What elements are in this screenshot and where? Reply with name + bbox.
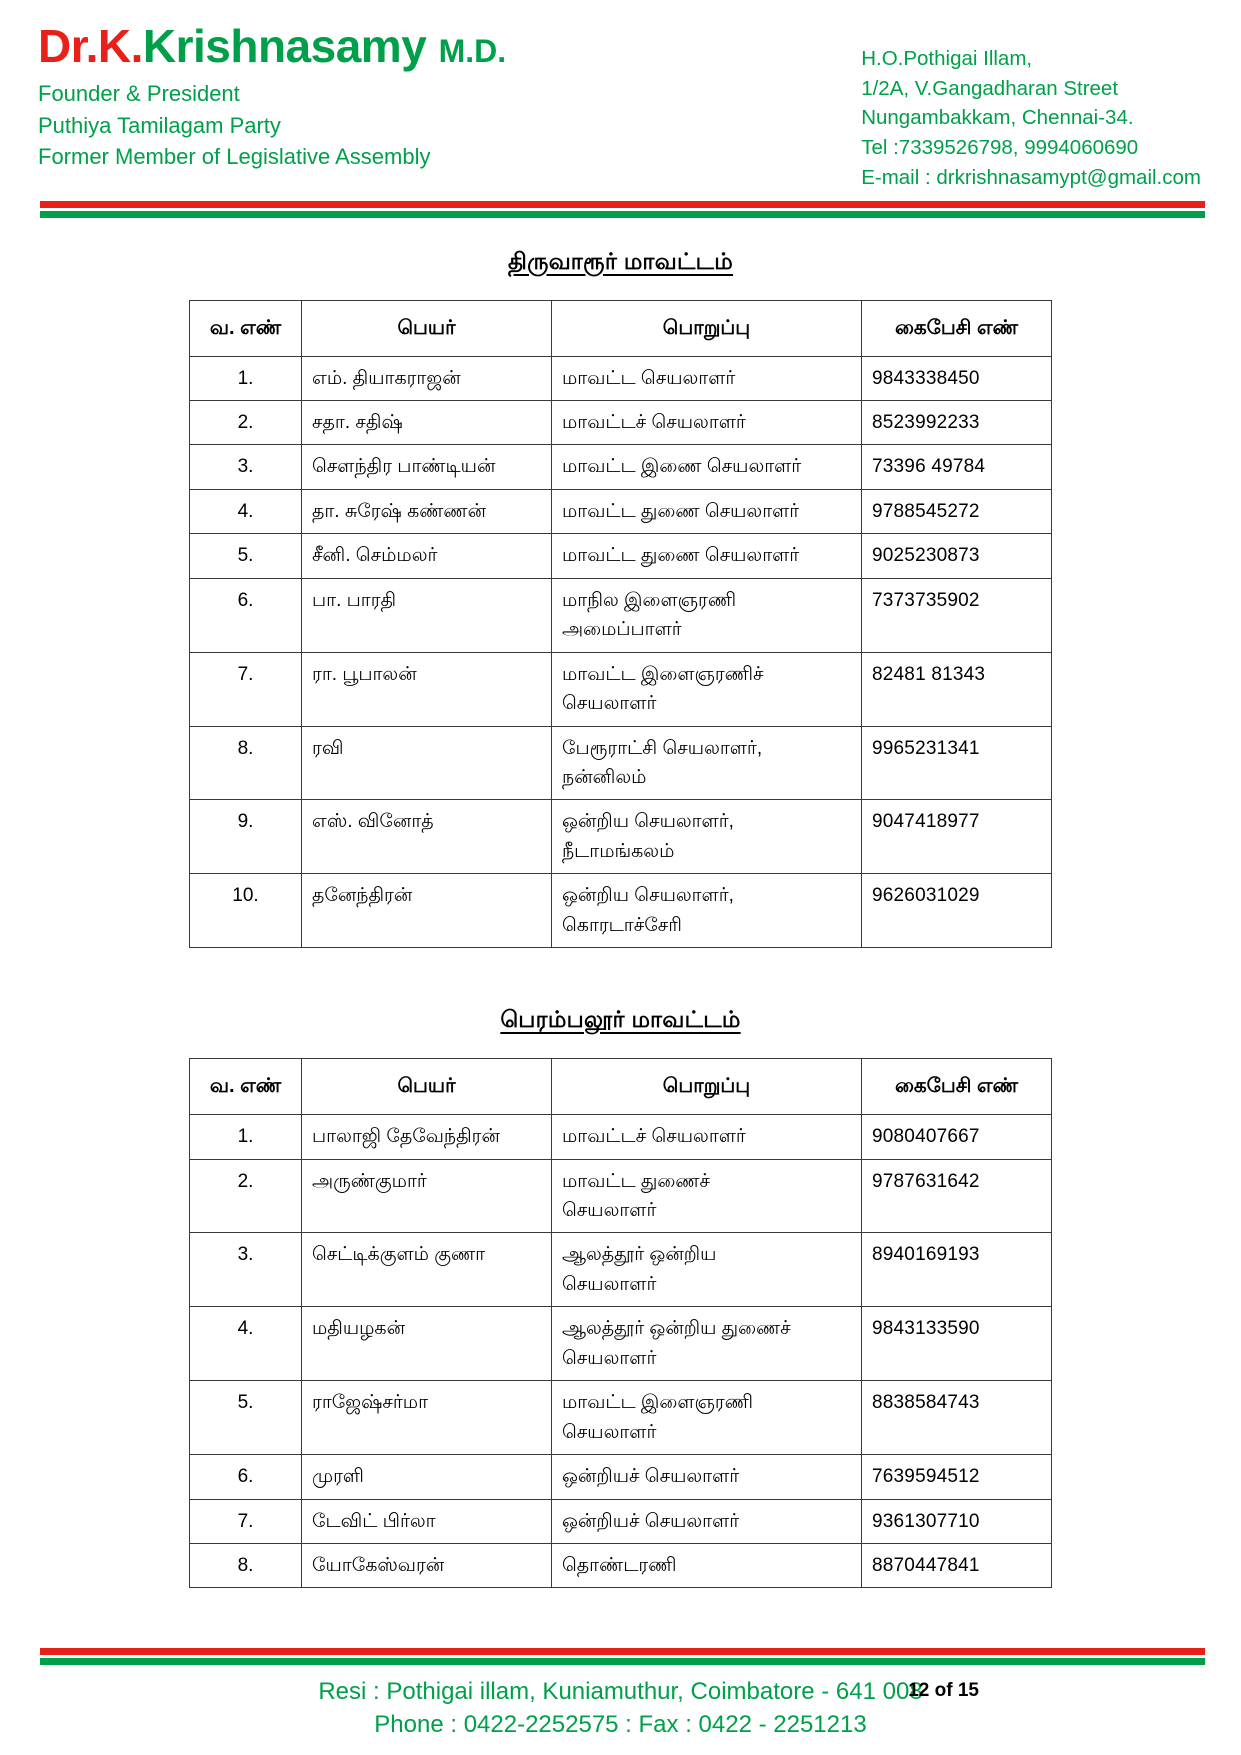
role-line: மாவட்ட செயலாளர் xyxy=(562,367,736,389)
footer-contact xyxy=(0,1665,1241,1755)
role-line: ஒன்றிய செயலாளர், xyxy=(562,811,734,833)
role-line: மாவட்டச் செயலாளர் xyxy=(562,412,746,434)
header-divider xyxy=(40,201,1205,218)
cell-sno: 5. xyxy=(190,1381,302,1455)
cell-name: செட்டிக்குளம் குணா xyxy=(302,1233,552,1307)
cell-role xyxy=(552,1233,862,1307)
footer-residence-line: Resi : Pothigai illam, Kuniamuthur, Coimbatore - 641 008 xyxy=(318,1677,923,1705)
cell-phone: 9025230873 xyxy=(862,534,1052,578)
cell-name: சதா. சதிஷ் xyxy=(302,401,552,445)
cell-sno: 1. xyxy=(190,1115,302,1159)
role-line: தொண்டரணி xyxy=(562,1554,677,1576)
address-line: H.O.Pothigai Illam, xyxy=(861,47,1033,70)
role-line: பேரூராட்சி செயலாளர், xyxy=(562,737,763,759)
table-header-row xyxy=(190,300,1052,356)
table-row xyxy=(190,1115,1052,1159)
cell-phone: 9047418977 xyxy=(862,800,1052,874)
cell-role xyxy=(552,534,862,578)
cell-name: மதியழகன் xyxy=(302,1307,552,1381)
cell-role xyxy=(552,1159,862,1233)
address-line: 1/2A, V.Gangadharan Street xyxy=(861,76,1119,100)
cell-sno: 2. xyxy=(190,401,302,445)
roster-table-thiruvarur xyxy=(189,300,1052,949)
cell-phone: 8870447841 xyxy=(862,1543,1052,1587)
column-header-name: பெயர் xyxy=(302,1059,552,1115)
cell-name: முரளி xyxy=(302,1455,552,1499)
doctor-name xyxy=(38,22,506,70)
section-title-thiruvarur: திருவாரூர் மாவட்டம் xyxy=(507,247,734,274)
cell-name: சௌந்திர பாண்டியன் xyxy=(302,445,552,489)
cell-name: எஸ். வினோத் xyxy=(302,800,552,874)
cell-role xyxy=(552,401,862,445)
role-line: மாவட்டச் செயலாளர் xyxy=(562,1126,746,1148)
cell-phone: 9788545272 xyxy=(862,489,1052,533)
cell-role xyxy=(552,1381,862,1455)
column-header-role: பொறுப்பு xyxy=(552,300,862,356)
divider-red-bar xyxy=(40,201,1205,208)
cell-phone: 9626031029 xyxy=(862,874,1052,948)
table-row xyxy=(190,1543,1052,1587)
role-line: மாவட்ட இணை செயலாளர் xyxy=(562,456,802,478)
cell-phone: 82481 81343 xyxy=(862,652,1052,726)
letterhead-title-line: Puthiya Tamilagam Party xyxy=(38,112,281,138)
role-line: அமைப்பாளர் xyxy=(562,619,682,641)
cell-sno: 3. xyxy=(190,445,302,489)
role-line: ஆலத்தூர் ஒன்றிய xyxy=(562,1244,717,1266)
cell-phone: 9843133590 xyxy=(862,1307,1052,1381)
cell-phone: 9787631642 xyxy=(862,1159,1052,1233)
cell-name: பா. பாரதி xyxy=(302,578,552,652)
letterhead-left xyxy=(38,22,506,172)
table-row xyxy=(190,1307,1052,1381)
cell-role xyxy=(552,489,862,533)
cell-sno: 7. xyxy=(190,652,302,726)
column-header-role: பொறுப்பு xyxy=(552,1059,862,1115)
cell-role xyxy=(552,445,862,489)
table-row xyxy=(190,578,1052,652)
role-line: மாவட்ட துணை செயலாளர் xyxy=(562,545,800,567)
cell-role xyxy=(552,1115,862,1159)
column-header-phone: கைபேசி எண் xyxy=(862,1059,1052,1115)
role-line: செயலாளர் xyxy=(562,1200,657,1222)
table-row xyxy=(190,652,1052,726)
cell-phone: 9080407667 xyxy=(862,1115,1052,1159)
role-line: மாவட்ட இளைஞரணி xyxy=(562,1392,754,1414)
cell-sno: 5. xyxy=(190,534,302,578)
table-row xyxy=(190,534,1052,578)
cell-name: தா. சுரேஷ் கண்ணன் xyxy=(302,489,552,533)
cell-role xyxy=(552,1543,862,1587)
column-header-sno: வ. எண் xyxy=(190,1059,302,1115)
cell-sno: 7. xyxy=(190,1499,302,1543)
cell-sno: 4. xyxy=(190,489,302,533)
cell-sno: 6. xyxy=(190,1455,302,1499)
document-body xyxy=(0,248,1241,1589)
letterhead-address xyxy=(861,22,1211,193)
cell-sno: 4. xyxy=(190,1307,302,1381)
phone-line: Tel :7339526798, 9994060690 xyxy=(861,136,1139,160)
doctor-degree: M.D. xyxy=(438,33,507,69)
table-row xyxy=(190,356,1052,400)
cell-name: பாலாஜி தேவேந்திரன் xyxy=(302,1115,552,1159)
cell-role xyxy=(552,1499,862,1543)
roster-body-perambalur xyxy=(190,1115,1052,1588)
column-header-sno: வ. எண் xyxy=(190,300,302,356)
role-line: ஆலத்தூர் ஒன்றிய துணைச் xyxy=(562,1318,791,1340)
doctor-name-first: Dr.K. xyxy=(38,20,143,72)
table-row xyxy=(190,489,1052,533)
table-row xyxy=(190,800,1052,874)
table-header-row xyxy=(190,1059,1052,1115)
table-row xyxy=(190,1499,1052,1543)
letterhead-titles xyxy=(38,78,506,172)
page-footer xyxy=(0,1648,1241,1755)
footer-divider xyxy=(40,1648,1205,1665)
letterhead-title-line: Founder & President xyxy=(38,81,240,107)
table-row xyxy=(190,1159,1052,1233)
email-line: E-mail : drkrishnasamypt@gmail.com xyxy=(861,165,1201,189)
table-row xyxy=(190,445,1052,489)
cell-phone: 9361307710 xyxy=(862,1499,1052,1543)
table-row xyxy=(190,401,1052,445)
role-line: செயலாளர் xyxy=(562,1347,657,1369)
footer-divider-green-bar xyxy=(40,1658,1205,1665)
divider-green-bar xyxy=(40,211,1205,218)
cell-role xyxy=(552,652,862,726)
cell-phone: 9843338450 xyxy=(862,356,1052,400)
role-line: மாவட்ட துணைச் xyxy=(562,1170,711,1192)
cell-phone: 8940169193 xyxy=(862,1233,1052,1307)
roster-table-perambalur xyxy=(189,1058,1052,1588)
cell-phone: 9965231341 xyxy=(862,726,1052,800)
address-line: Nungambakkam, Chennai-34. xyxy=(861,106,1134,130)
doctor-name-last: Krishnasamy xyxy=(142,20,427,72)
cell-sno: 2. xyxy=(190,1159,302,1233)
table-row xyxy=(190,874,1052,948)
role-line: செயலாளர் xyxy=(562,1421,657,1443)
role-line: செயலாளர் xyxy=(562,693,657,715)
column-header-phone: கைபேசி எண் xyxy=(862,300,1052,356)
address-block xyxy=(861,44,1201,193)
cell-sno: 6. xyxy=(190,578,302,652)
role-line: செயலாளர் xyxy=(562,1273,657,1295)
cell-role xyxy=(552,874,862,948)
roster-body-thiruvarur xyxy=(190,356,1052,948)
table-row xyxy=(190,1455,1052,1499)
role-line: கொரடாச்சேரி xyxy=(562,914,682,936)
cell-phone: 8523992233 xyxy=(862,401,1052,445)
cell-role xyxy=(552,800,862,874)
role-line: ஒன்றியச் செயலாளர் xyxy=(562,1510,740,1532)
column-header-name: பெயர் xyxy=(302,300,552,356)
page-number: 12 of 15 xyxy=(908,1679,979,1701)
cell-name: ரவி xyxy=(302,726,552,800)
letterhead-title-line: Former Member of Legislative Assembly xyxy=(38,143,431,169)
role-line: மாவட்ட இளைஞரணிச் xyxy=(562,663,764,685)
table-row xyxy=(190,1233,1052,1307)
cell-role xyxy=(552,726,862,800)
cell-phone: 8838584743 xyxy=(862,1381,1052,1455)
cell-name: எம். தியாகராஜன் xyxy=(302,356,552,400)
table-row xyxy=(190,726,1052,800)
table-row xyxy=(190,1381,1052,1455)
role-line: நன்னிலம் xyxy=(562,766,647,788)
cell-name: ராஜேஷ்சர்மா xyxy=(302,1381,552,1455)
cell-sno: 9. xyxy=(190,800,302,874)
cell-phone: 7373735902 xyxy=(862,578,1052,652)
role-line: மாவட்ட துணை செயலாளர் xyxy=(562,500,800,522)
cell-role xyxy=(552,1307,862,1381)
cell-name: சீனி. செம்மலர் xyxy=(302,534,552,578)
role-line: நீடாமங்கலம் xyxy=(562,840,675,862)
cell-phone: 7639594512 xyxy=(862,1455,1052,1499)
cell-role xyxy=(552,578,862,652)
cell-sno: 3. xyxy=(190,1233,302,1307)
cell-name: யோகேஸ்வரன் xyxy=(302,1543,552,1587)
cell-name: டேவிட் பிர்லா xyxy=(302,1499,552,1543)
cell-sno: 8. xyxy=(190,1543,302,1587)
section-title-perambalur: பெரம்பலூர் மாவட்டம் xyxy=(500,1006,741,1033)
cell-role xyxy=(552,1455,862,1499)
cell-name: தனேந்திரன் xyxy=(302,874,552,948)
cell-sno: 10. xyxy=(190,874,302,948)
footer-divider-red-bar xyxy=(40,1648,1205,1655)
footer-phone-line: Phone : 0422-2252575 : Fax : 0422 - 2251213 xyxy=(374,1710,867,1738)
cell-sno: 8. xyxy=(190,726,302,800)
cell-name: ரா. பூபாலன் xyxy=(302,652,552,726)
cell-sno: 1. xyxy=(190,356,302,400)
letterhead xyxy=(0,0,1241,193)
role-line: ஒன்றிய செயலாளர், xyxy=(562,885,734,907)
cell-phone: 73396 49784 xyxy=(862,445,1052,489)
cell-role xyxy=(552,356,862,400)
role-line: ஒன்றியச் செயலாளர் xyxy=(562,1466,740,1488)
role-line: மாநில இளைஞரணி xyxy=(562,589,737,611)
cell-name: அருண்குமார் xyxy=(302,1159,552,1233)
